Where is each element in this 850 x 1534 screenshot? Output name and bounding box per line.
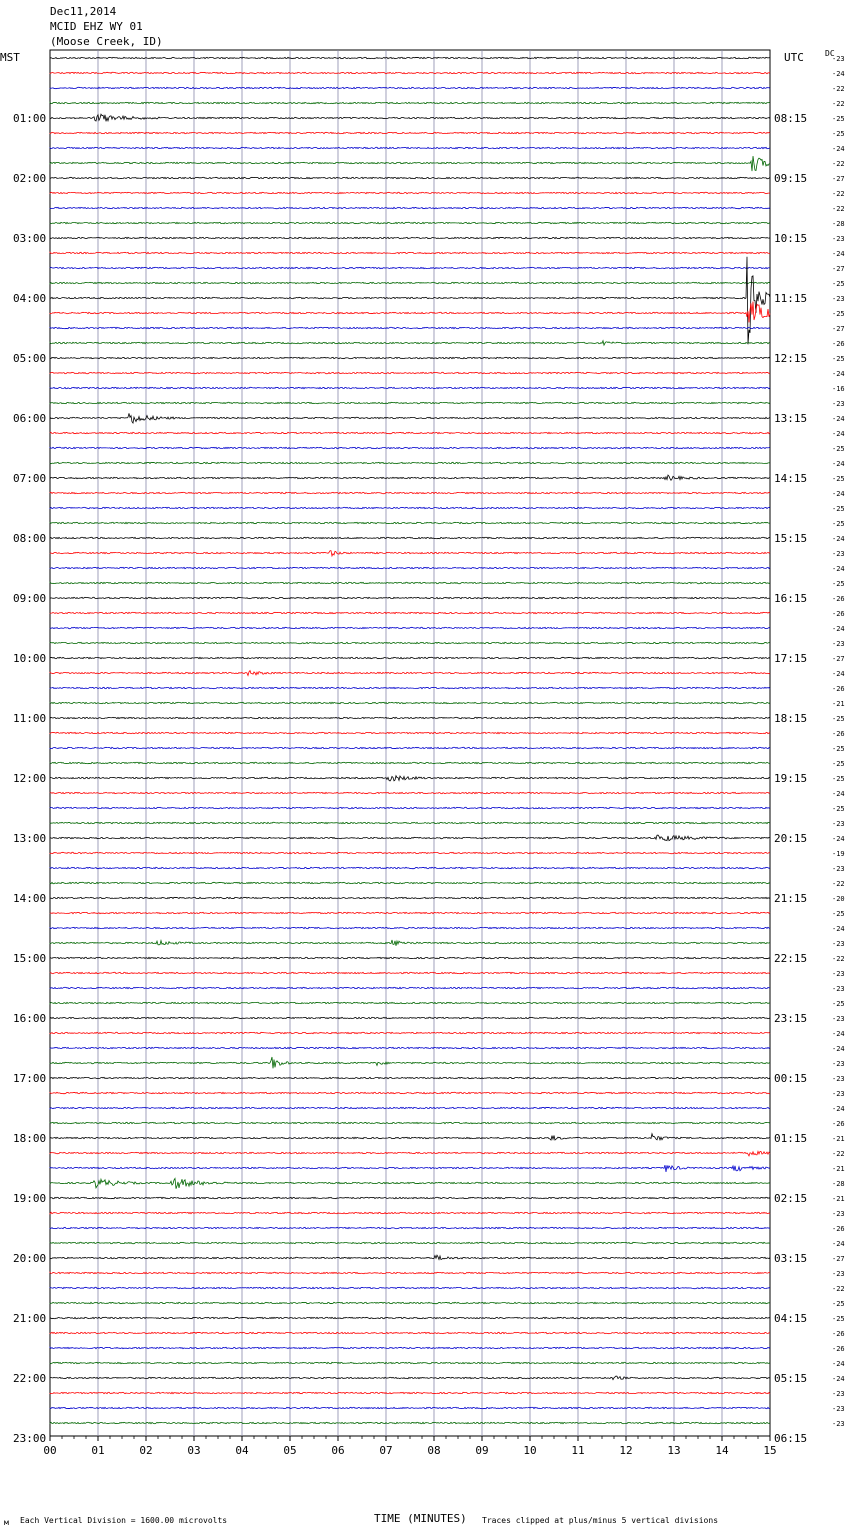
trace-row-87 bbox=[50, 1362, 770, 1363]
dc-offset-value: -27 bbox=[832, 265, 845, 273]
trace-row-8 bbox=[50, 177, 770, 178]
trace-row-60 bbox=[50, 957, 770, 958]
trace-row-75 bbox=[50, 1178, 770, 1188]
trace-row-91 bbox=[50, 1422, 770, 1423]
trace-row-40 bbox=[50, 657, 770, 658]
x-tick-label: 00 bbox=[43, 1444, 57, 1457]
x-tick-label: 15 bbox=[763, 1444, 777, 1457]
dc-offset-label: DC bbox=[825, 49, 835, 58]
utc-hour-label: 22:15 bbox=[774, 952, 808, 965]
trace-row-84 bbox=[50, 1317, 770, 1318]
trace-row-77 bbox=[50, 1212, 770, 1213]
trace-row-14 bbox=[50, 267, 770, 268]
dc-offset-value: -22 bbox=[832, 1285, 845, 1293]
mst-hour-label: 14:00 bbox=[13, 892, 47, 905]
dc-offset-value: -24 bbox=[832, 1045, 845, 1053]
trace-row-46 bbox=[50, 747, 770, 748]
dc-offset-value: -19 bbox=[832, 850, 845, 858]
dc-offset-value: -26 bbox=[832, 595, 845, 603]
trace-row-90 bbox=[50, 1407, 770, 1408]
mst-hour-label: 06:00 bbox=[13, 412, 47, 425]
trace-row-28 bbox=[50, 475, 770, 480]
x-tick-label: 10 bbox=[523, 1444, 537, 1457]
trace-row-53 bbox=[50, 852, 770, 853]
utc-hour-label: 17:15 bbox=[774, 652, 808, 665]
dc-offset-value: -23 bbox=[832, 820, 845, 828]
header-date: Dec11,2014 bbox=[50, 5, 117, 18]
dc-offset-value: -24 bbox=[832, 490, 845, 498]
dc-offset-value: -24 bbox=[832, 460, 845, 468]
dc-offset-value: -23 bbox=[832, 55, 845, 63]
dc-offset-value: -25 bbox=[832, 1315, 845, 1323]
dc-offset-value: -22 bbox=[832, 205, 845, 213]
mst-hour-label: 21:00 bbox=[13, 1312, 47, 1325]
trace-row-18 bbox=[50, 327, 770, 328]
x-tick-label: 07 bbox=[379, 1444, 393, 1457]
utc-hour-label: 00:15 bbox=[774, 1072, 808, 1085]
mst-hour-label: 18:00 bbox=[13, 1132, 47, 1145]
dc-offset-value: -25 bbox=[832, 910, 845, 918]
trace-row-33 bbox=[50, 551, 770, 556]
trace-row-63 bbox=[50, 1002, 770, 1003]
utc-hour-label: 02:15 bbox=[774, 1192, 808, 1205]
dc-offset-value: -21 bbox=[832, 1135, 845, 1143]
dc-offset-value: -24 bbox=[832, 565, 845, 573]
dc-offset-value: -25 bbox=[832, 760, 845, 768]
dc-offset-value: -23 bbox=[832, 1270, 845, 1278]
trace-row-49 bbox=[50, 792, 770, 793]
dc-offset-value: -25 bbox=[832, 805, 845, 813]
mst-hour-label: 15:00 bbox=[13, 952, 47, 965]
trace-row-27 bbox=[50, 462, 770, 463]
dc-offset-value: -26 bbox=[832, 685, 845, 693]
dc-offset-value: -24 bbox=[832, 790, 845, 798]
utc-hour-label: 01:15 bbox=[774, 1132, 808, 1145]
trace-row-11 bbox=[50, 222, 770, 223]
dc-offset-value: -22 bbox=[832, 955, 845, 963]
dc-offset-value: -23 bbox=[832, 970, 845, 978]
dc-offset-value: -26 bbox=[832, 1120, 845, 1128]
utc-hour-label: 10:15 bbox=[774, 232, 808, 245]
mst-hour-label: 23:00 bbox=[13, 1432, 47, 1445]
x-axis-title: TIME (MINUTES) bbox=[374, 1512, 467, 1525]
trace-row-44 bbox=[50, 717, 770, 718]
trace-row-35 bbox=[50, 582, 770, 583]
trace-row-15 bbox=[50, 282, 770, 283]
trace-row-32 bbox=[50, 537, 770, 538]
dc-offset-value: -25 bbox=[832, 115, 845, 123]
trace-row-80 bbox=[50, 1255, 770, 1259]
utc-hour-label: 03:15 bbox=[774, 1252, 808, 1265]
trace-row-55 bbox=[50, 882, 770, 883]
dc-offset-value: -25 bbox=[832, 310, 845, 318]
utc-hour-label: 19:15 bbox=[774, 772, 808, 785]
x-tick-label: 06 bbox=[331, 1444, 345, 1457]
dc-offset-value: -28 bbox=[832, 1180, 845, 1188]
trace-row-37 bbox=[50, 612, 770, 613]
dc-offset-value: -26 bbox=[832, 610, 845, 618]
trace-row-34 bbox=[50, 567, 770, 568]
dc-offset-value: -24 bbox=[832, 925, 845, 933]
trace-row-68 bbox=[50, 1077, 770, 1078]
trace-row-89 bbox=[50, 1392, 770, 1393]
utc-timezone-label: UTC bbox=[784, 51, 804, 64]
trace-row-83 bbox=[50, 1302, 770, 1303]
trace-row-78 bbox=[50, 1227, 770, 1228]
dc-offset-value: -24 bbox=[832, 145, 845, 153]
dc-offset-value: -22 bbox=[832, 1150, 845, 1158]
dc-offset-value: -24 bbox=[832, 670, 845, 678]
utc-hour-label: 15:15 bbox=[774, 532, 808, 545]
x-tick-label: 08 bbox=[427, 1444, 441, 1457]
trace-row-5 bbox=[50, 132, 770, 133]
trace-row-43 bbox=[50, 702, 770, 703]
trace-row-41 bbox=[50, 671, 770, 676]
scale-note: Each Vertical Division = 1600.00 microvolts bbox=[20, 1516, 228, 1525]
trace-row-29 bbox=[50, 492, 770, 493]
trace-row-0 bbox=[50, 57, 770, 58]
trace-row-12 bbox=[50, 237, 770, 238]
dc-offset-value: -25 bbox=[832, 1000, 845, 1008]
trace-row-30 bbox=[50, 507, 770, 508]
x-tick-label: 14 bbox=[715, 1444, 729, 1457]
mst-hour-label: 08:00 bbox=[13, 532, 47, 545]
mst-hour-label: 07:00 bbox=[13, 472, 47, 485]
dc-offset-value: -23 bbox=[832, 1390, 845, 1398]
trace-row-9 bbox=[50, 192, 770, 193]
trace-row-2 bbox=[50, 87, 770, 88]
trace-row-3 bbox=[50, 102, 770, 103]
header-station: MCID EHZ WY 01 bbox=[50, 20, 143, 33]
mst-hour-label: 22:00 bbox=[13, 1372, 47, 1385]
x-tick-label: 05 bbox=[283, 1444, 297, 1457]
trace-row-82 bbox=[50, 1287, 770, 1288]
trace-row-1 bbox=[50, 72, 770, 73]
dc-offset-value: -24 bbox=[832, 430, 845, 438]
trace-row-65 bbox=[50, 1032, 770, 1033]
dc-offset-value: -23 bbox=[832, 550, 845, 558]
trace-row-56 bbox=[50, 897, 770, 898]
dc-offset-value: -24 bbox=[832, 1030, 845, 1038]
dc-offset-value: -25 bbox=[832, 1300, 845, 1308]
dc-offset-value: -24 bbox=[832, 535, 845, 543]
trace-row-76 bbox=[50, 1197, 770, 1198]
mst-hour-label: 03:00 bbox=[13, 232, 47, 245]
trace-row-16 bbox=[50, 257, 770, 345]
trace-row-57 bbox=[50, 912, 770, 913]
trace-row-85 bbox=[50, 1332, 770, 1333]
trace-row-39 bbox=[50, 642, 770, 643]
mst-hour-label: 02:00 bbox=[13, 172, 47, 185]
trace-row-47 bbox=[50, 762, 770, 763]
utc-hour-label: 20:15 bbox=[774, 832, 808, 845]
dc-offset-value: -23 bbox=[832, 1060, 845, 1068]
dc-offset-value: -21 bbox=[832, 700, 845, 708]
trace-row-79 bbox=[50, 1242, 770, 1243]
dc-offset-value: -24 bbox=[832, 70, 845, 78]
trace-row-48 bbox=[50, 776, 770, 781]
dc-offset-value: -23 bbox=[832, 865, 845, 873]
utc-hour-label: 23:15 bbox=[774, 1012, 808, 1025]
trace-row-62 bbox=[50, 987, 770, 988]
mst-hour-label: 10:00 bbox=[13, 652, 47, 665]
dc-offset-value: -25 bbox=[832, 445, 845, 453]
utc-hour-label: 21:15 bbox=[774, 892, 808, 905]
trace-row-19 bbox=[50, 341, 770, 345]
clip-note: Traces clipped at plus/minus 5 vertical divisions bbox=[482, 1516, 719, 1525]
trace-row-25 bbox=[50, 432, 770, 433]
trace-row-58 bbox=[50, 927, 770, 928]
dc-offset-value: -25 bbox=[832, 475, 845, 483]
utc-hour-label: 09:15 bbox=[774, 172, 808, 185]
trace-row-6 bbox=[50, 147, 770, 148]
dc-offset-value: -24 bbox=[832, 415, 845, 423]
trace-row-69 bbox=[50, 1092, 770, 1093]
mst-hour-label: 11:00 bbox=[13, 712, 47, 725]
dc-offset-value: -25 bbox=[832, 745, 845, 753]
utc-hour-label: 08:15 bbox=[774, 112, 808, 125]
dc-offset-value: -24 bbox=[832, 1240, 845, 1248]
dc-offset-value: -24 bbox=[832, 1105, 845, 1113]
dc-offset-value: -25 bbox=[832, 775, 845, 783]
trace-row-81 bbox=[50, 1272, 770, 1273]
dc-offset-value: -23 bbox=[832, 1015, 845, 1023]
dc-offset-value: -24 bbox=[832, 625, 845, 633]
trace-row-13 bbox=[50, 252, 770, 253]
mst-timezone-label: MST bbox=[0, 51, 20, 64]
dc-offset-value: -23 bbox=[832, 1090, 845, 1098]
dc-offset-value: -21 bbox=[832, 1165, 845, 1173]
dc-offset-value: -23 bbox=[832, 295, 845, 303]
x-tick-label: 01 bbox=[91, 1444, 105, 1457]
trace-row-73 bbox=[50, 1151, 770, 1156]
dc-offset-value: -27 bbox=[832, 655, 845, 663]
dc-offset-value: -27 bbox=[832, 175, 845, 183]
trace-row-74 bbox=[50, 1165, 770, 1172]
utc-hour-label: 04:15 bbox=[774, 1312, 808, 1325]
utc-hour-label: 12:15 bbox=[774, 352, 808, 365]
trace-row-42 bbox=[50, 687, 770, 688]
utc-hour-label: 11:15 bbox=[774, 292, 808, 305]
trace-row-64 bbox=[50, 1017, 770, 1018]
scale-note-icon: м bbox=[4, 1518, 9, 1527]
x-tick-label: 13 bbox=[667, 1444, 681, 1457]
dc-offset-value: -25 bbox=[832, 715, 845, 723]
dc-offset-value: -26 bbox=[832, 340, 845, 348]
dc-offset-value: -22 bbox=[832, 190, 845, 198]
trace-row-31 bbox=[50, 522, 770, 523]
trace-row-50 bbox=[50, 807, 770, 808]
dc-offset-value: -23 bbox=[832, 640, 845, 648]
mst-hour-label: 19:00 bbox=[13, 1192, 47, 1205]
utc-hour-label: 05:15 bbox=[774, 1372, 808, 1385]
dc-offset-value: -27 bbox=[832, 325, 845, 333]
dc-offset-value: -23 bbox=[832, 400, 845, 408]
dc-offset-value: -23 bbox=[832, 1075, 845, 1083]
mst-hour-label: 01:00 bbox=[13, 112, 47, 125]
trace-row-86 bbox=[50, 1347, 770, 1348]
dc-offset-value: -22 bbox=[832, 880, 845, 888]
dc-offset-value: -28 bbox=[832, 220, 845, 228]
dc-offset-value: -24 bbox=[832, 370, 845, 378]
utc-hour-label: 13:15 bbox=[774, 412, 808, 425]
mst-hour-label: 12:00 bbox=[13, 772, 47, 785]
trace-row-24 bbox=[50, 413, 770, 423]
trace-row-7 bbox=[50, 156, 770, 171]
mst-hour-label: 04:00 bbox=[13, 292, 47, 305]
x-tick-label: 09 bbox=[475, 1444, 489, 1457]
x-tick-label: 03 bbox=[187, 1444, 201, 1457]
trace-row-20 bbox=[50, 357, 770, 358]
trace-row-36 bbox=[50, 597, 770, 598]
trace-row-38 bbox=[50, 627, 770, 628]
trace-row-45 bbox=[50, 732, 770, 733]
header-location: (Moose Creek, ID) bbox=[50, 35, 163, 48]
trace-row-21 bbox=[50, 372, 770, 373]
dc-offset-value: -25 bbox=[832, 580, 845, 588]
trace-row-59 bbox=[50, 940, 770, 946]
trace-row-66 bbox=[50, 1047, 770, 1048]
dc-offset-value: -25 bbox=[832, 505, 845, 513]
dc-offset-value: -21 bbox=[832, 1195, 845, 1203]
dc-offset-value: -22 bbox=[832, 100, 845, 108]
mst-hour-label: 20:00 bbox=[13, 1252, 47, 1265]
x-tick-label: 12 bbox=[619, 1444, 633, 1457]
x-tick-label: 04 bbox=[235, 1444, 249, 1457]
dc-offset-value: -23 bbox=[832, 985, 845, 993]
trace-row-23 bbox=[50, 402, 770, 403]
dc-offset-value: -26 bbox=[832, 1345, 845, 1353]
dc-offset-value: -22 bbox=[832, 160, 845, 168]
trace-row-54 bbox=[50, 867, 770, 868]
dc-offset-value: -26 bbox=[832, 1225, 845, 1233]
trace-row-51 bbox=[50, 822, 770, 823]
trace-row-52 bbox=[50, 835, 770, 841]
dc-offset-value: -16 bbox=[832, 385, 845, 393]
trace-row-22 bbox=[50, 387, 770, 388]
trace-row-72 bbox=[50, 1134, 770, 1140]
trace-row-70 bbox=[50, 1107, 770, 1108]
dc-offset-value: -25 bbox=[832, 520, 845, 528]
dc-offset-value: -23 bbox=[832, 1405, 845, 1413]
trace-row-10 bbox=[50, 207, 770, 208]
utc-hour-label: 06:15 bbox=[774, 1432, 808, 1445]
utc-hour-label: 16:15 bbox=[774, 592, 808, 605]
trace-row-67 bbox=[50, 1057, 770, 1068]
trace-row-26 bbox=[50, 447, 770, 448]
dc-offset-value: -24 bbox=[832, 835, 845, 843]
mst-hour-label: 05:00 bbox=[13, 352, 47, 365]
dc-offset-value: -23 bbox=[832, 1420, 845, 1428]
dc-offset-value: -23 bbox=[832, 235, 845, 243]
trace-row-88 bbox=[50, 1376, 770, 1380]
mst-hour-label: 09:00 bbox=[13, 592, 47, 605]
dc-offset-value: -24 bbox=[832, 250, 845, 258]
x-tick-label: 02 bbox=[139, 1444, 153, 1457]
utc-hour-label: 18:15 bbox=[774, 712, 808, 725]
dc-offset-value: -23 bbox=[832, 1210, 845, 1218]
dc-offset-value: -26 bbox=[832, 730, 845, 738]
dc-offset-value: -27 bbox=[832, 1255, 845, 1263]
trace-row-71 bbox=[50, 1122, 770, 1123]
dc-offset-value: -20 bbox=[832, 895, 845, 903]
trace-row-61 bbox=[50, 972, 770, 973]
dc-offset-value: -24 bbox=[832, 1360, 845, 1368]
mst-hour-label: 17:00 bbox=[13, 1072, 47, 1085]
dc-offset-value: -24 bbox=[832, 1375, 845, 1383]
dc-offset-value: -22 bbox=[832, 85, 845, 93]
x-tick-label: 11 bbox=[571, 1444, 585, 1457]
mst-hour-label: 13:00 bbox=[13, 832, 47, 845]
dc-offset-value: -25 bbox=[832, 280, 845, 288]
utc-hour-label: 14:15 bbox=[774, 472, 808, 485]
dc-offset-value: -25 bbox=[832, 130, 845, 138]
dc-offset-value: -25 bbox=[832, 355, 845, 363]
dc-offset-value: -23 bbox=[832, 940, 845, 948]
trace-row-4 bbox=[50, 114, 770, 121]
trace-row-17 bbox=[50, 302, 770, 323]
dc-offset-value: -26 bbox=[832, 1330, 845, 1338]
mst-hour-label: 16:00 bbox=[13, 1012, 47, 1025]
